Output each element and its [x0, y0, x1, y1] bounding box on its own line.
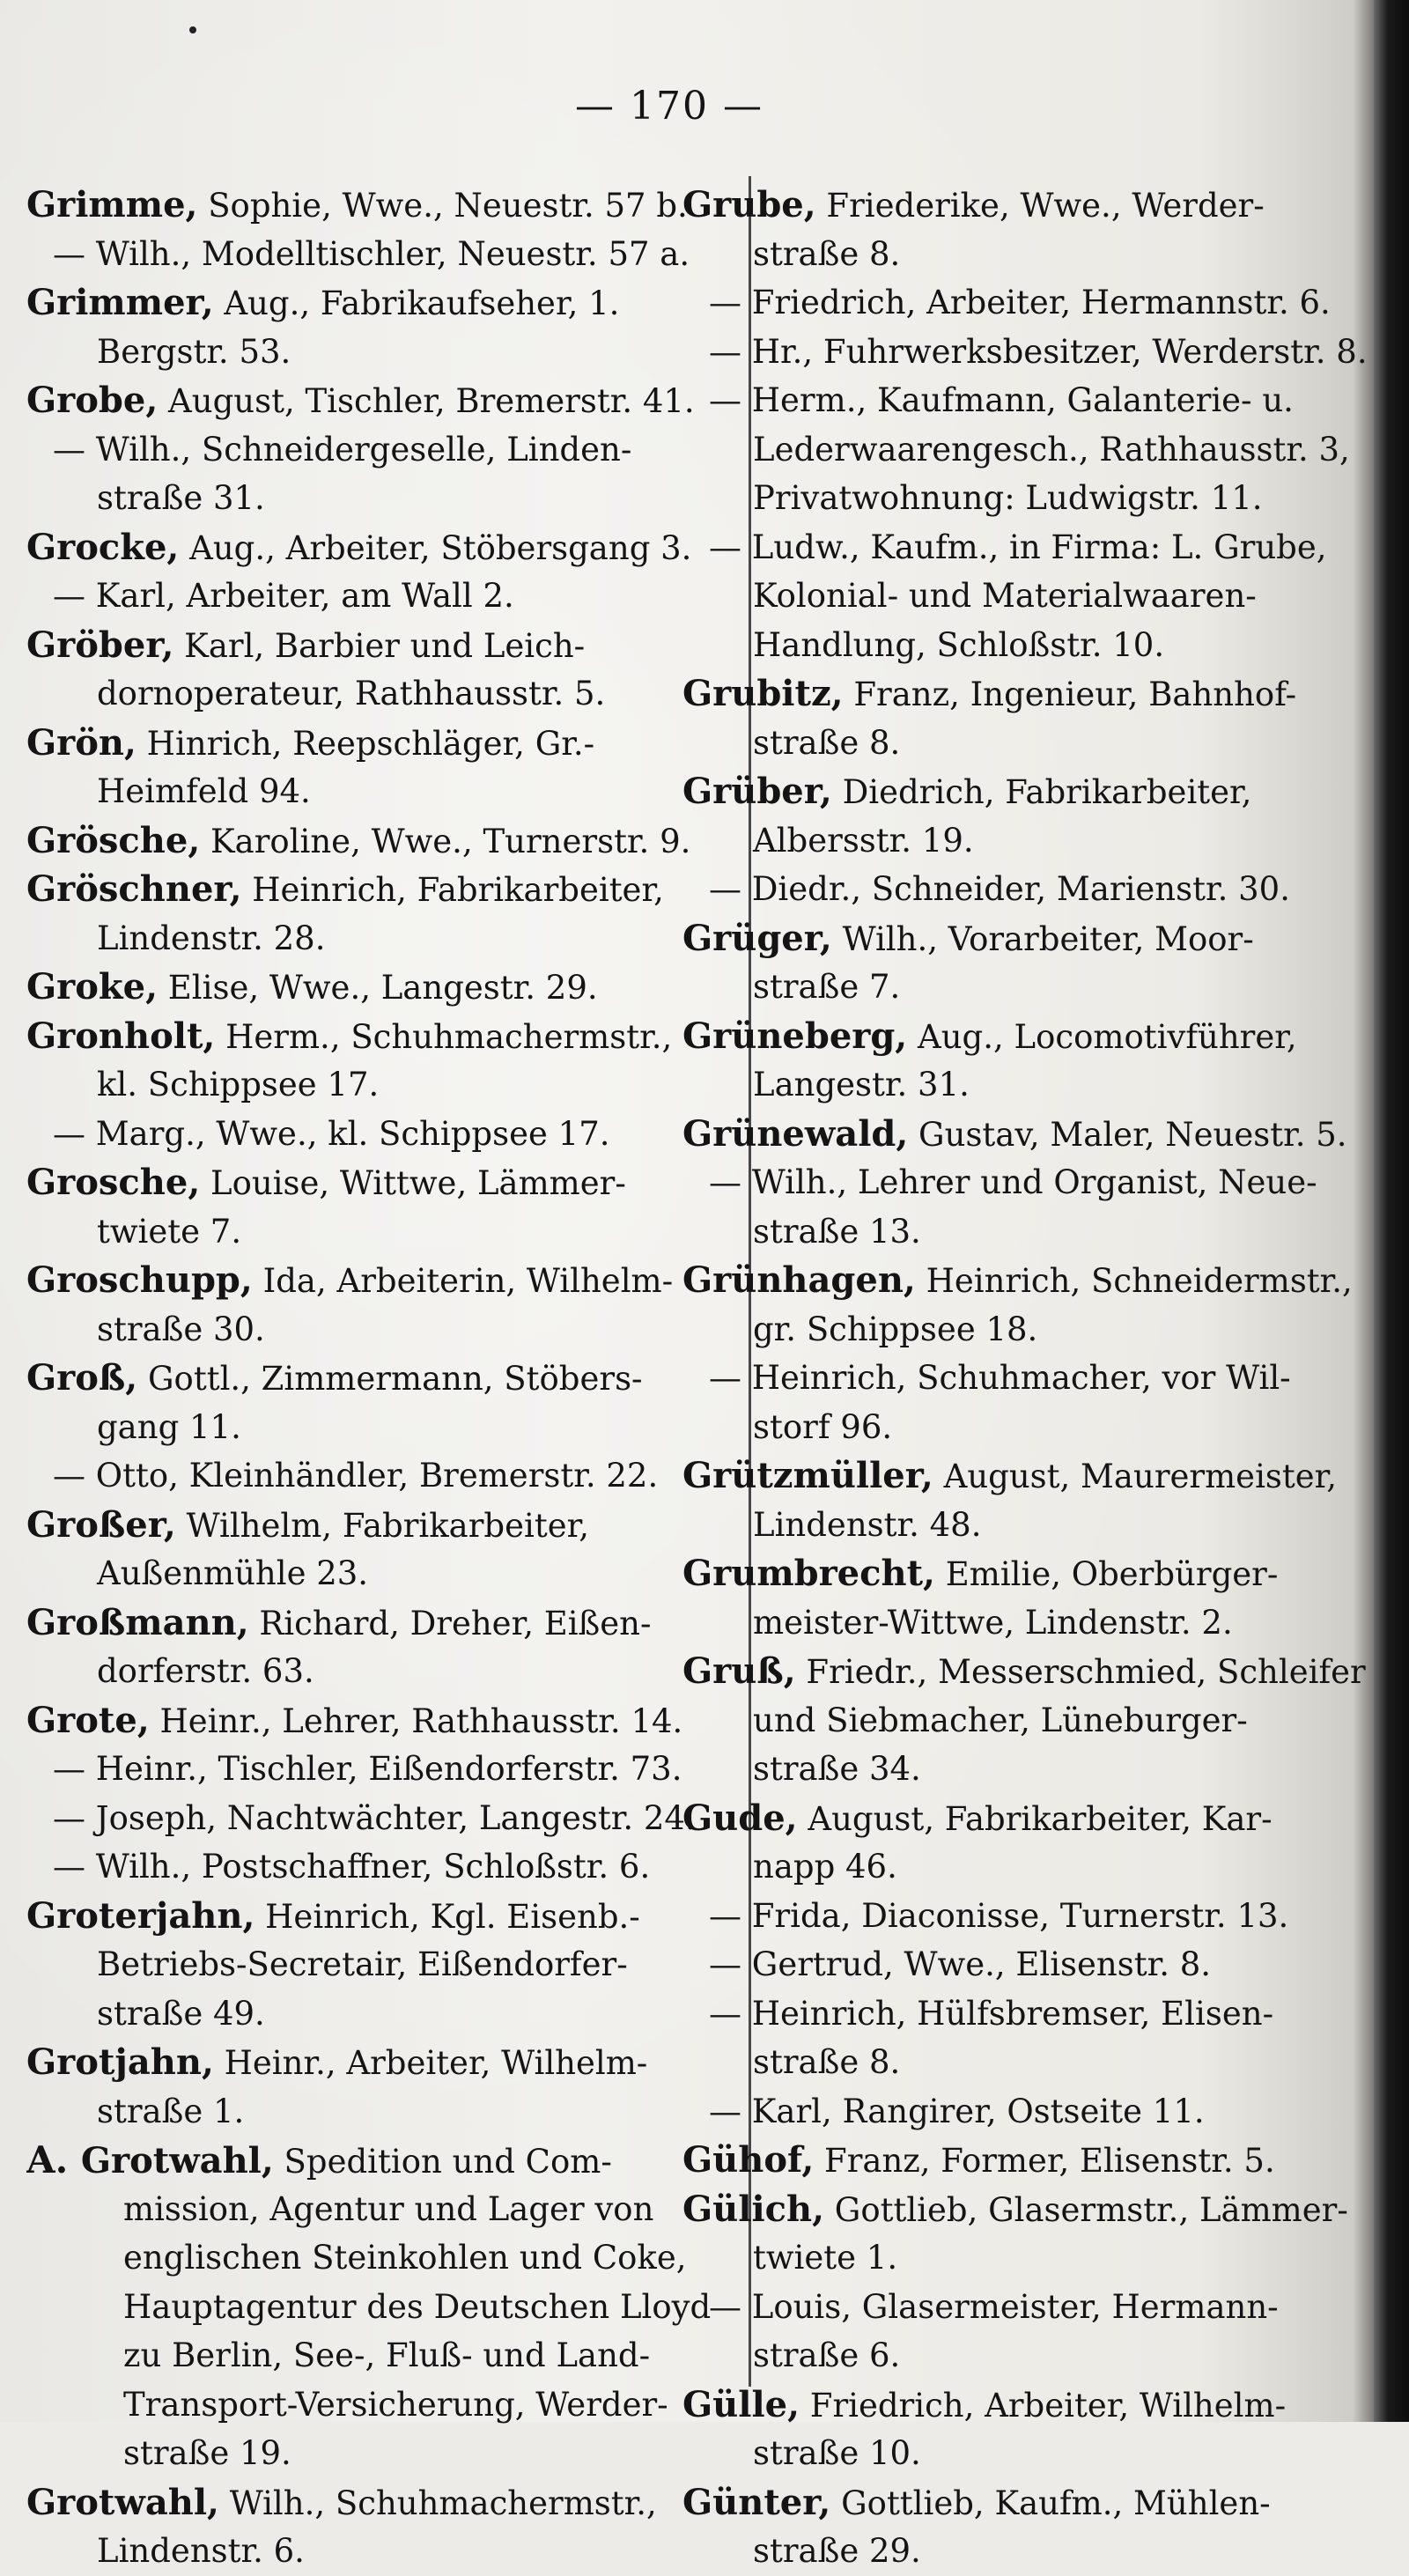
entry-surname: Gröber, [26, 624, 174, 666]
entry-line: — Heinr., Tischler, Eißendorferstr. 73. [53, 1750, 682, 1788]
directory-entry [26, 1354, 722, 1451]
entry-surname: Grocke, [26, 526, 180, 568]
entry-line: Grocke, Aug., Arbeiter, Stöbersgang 3. [26, 526, 692, 568]
directory-entry [26, 376, 722, 425]
entry-surname: Grüger, [682, 917, 832, 959]
entry-line: Grösche, Karoline, Wwe., Turnerstr. 9. [26, 819, 691, 861]
entry-line: Grubitz, Franz, Ingenieur, Bahnhof- [682, 673, 1297, 714]
entry-line: Lindenstr. 48. [753, 1505, 982, 1544]
directory-entry [26, 278, 722, 376]
directory-entry [26, 2136, 722, 2478]
entry-line: gr. Schippsee 18. [753, 1310, 1038, 1348]
entry-surname: Grotjahn, [26, 2041, 214, 2083]
entry-line: Groterjahn, Heinrich, Kgl. Eisenb.- [26, 1894, 640, 1937]
directory-entry [26, 1110, 722, 1159]
entry-line: Gühof, Franz, Former, Elisenstr. 5. [682, 2139, 1275, 2181]
directory-entry [682, 1012, 1369, 1110]
directory-entry [682, 1354, 1369, 1451]
entry-line: — Wilh., Postschaffner, Schloßstr. 6. [53, 1848, 651, 1886]
entry-line: Außenmühle 23. [97, 1554, 369, 1592]
entry-line: straße 7. [753, 968, 901, 1006]
directory-entry [26, 523, 722, 572]
entry-line: Groke, Elise, Wwe., Langestr. 29. [26, 966, 598, 1008]
entry-surname: Großer, [26, 1503, 176, 1546]
directory-entry [26, 1501, 722, 1598]
directory-entry [26, 1256, 722, 1354]
entry-surname: Großmann, [26, 1601, 249, 1643]
entry-line: — Otto, Kleinhändler, Bremerstr. 22. [53, 1457, 659, 1495]
entry-line: Gülle, Friedrich, Arbeiter, Wilhelm- [682, 2383, 1287, 2425]
ink-dot [189, 26, 196, 33]
directory-entry [682, 2087, 1369, 2137]
entry-surname: Gühof, [682, 2139, 815, 2181]
entry-line: Gröschner, Heinrich, Fabrikarbeiter, [26, 868, 664, 910]
directory-entry [26, 230, 722, 279]
entry-line: Heimfeld 94. [97, 772, 311, 810]
directory-entry [682, 2380, 1369, 2478]
right-column [682, 181, 1369, 2576]
entry-line: — Marg., Wwe., kl. Schippsee 17. [53, 1114, 610, 1153]
directory-entry [682, 1940, 1369, 1989]
left-column [26, 181, 722, 2576]
entry-line: dorferstr. 63. [97, 1652, 314, 1690]
entry-line: Grimmer, Aug., Fabrikaufseher, 1. [26, 282, 620, 323]
entry-surname: Grimme, [26, 184, 198, 225]
entry-line: straße 8. [753, 723, 901, 762]
entry-surname: Grüber, [682, 771, 832, 812]
entry-line: — Friedrich, Arbeiter, Hermannstr. 6. [709, 284, 1331, 321]
directory-entry [682, 865, 1369, 914]
entry-line: dornoperateur, Rathhausstr. 5. [97, 675, 606, 712]
directory-entry [26, 621, 722, 719]
directory-entry [682, 767, 1369, 865]
directory-entry [26, 1451, 722, 1501]
entry-marker: A. [26, 2138, 81, 2181]
directory-entry [26, 865, 722, 963]
entry-line: Privatwohnung: Ludwigstr. 11. [753, 479, 1263, 517]
directory-entry [682, 1892, 1369, 1941]
entry-line: Grünewald, Gustav, Maler, Neuestr. 5. [682, 1112, 1347, 1155]
entry-line: — Louis, Glasermeister, Hermann- [709, 2287, 1279, 2326]
entry-line: Grützmüller, August, Maurermeister, [682, 1455, 1338, 1496]
directory-entry [682, 1549, 1369, 1647]
entry-line: Grünhagen, Heinrich, Schneidermstr., [682, 1259, 1353, 1301]
entry-surname: Gülich, [682, 2188, 824, 2230]
entry-line: Grobe, August, Tischler, Bremerstr. 41. [26, 380, 695, 421]
entry-surname: Grünhagen, [682, 1259, 916, 1301]
entry-line: Großer, Wilhelm, Fabrikarbeiter, [26, 1503, 589, 1546]
entry-line: Albersstr. 19. [753, 821, 974, 860]
entry-surname: Gude, [682, 1797, 798, 1839]
entry-surname: Grösche, [26, 819, 201, 861]
directory-entry [26, 1892, 722, 2039]
directory-entry [26, 963, 722, 1012]
entry-line: Gülich, Gottlieb, Glasermstr., Lämmer- [682, 2188, 1348, 2230]
entry-line: kl. Schippsee 17. [97, 1066, 380, 1103]
entry-line: Grumbrecht, Emilie, Oberbürger- [682, 1553, 1279, 1594]
entry-line: Gruß, Friedr., Messerschmied, Schleifer [682, 1650, 1366, 1692]
entry-surname: Groß, [26, 1357, 138, 1399]
entry-line: Gronholt, Herm., Schuhmachermstr., [26, 1015, 673, 1057]
entry-line: — Ludw., Kaufm., in Firma: L. Grube, [709, 528, 1327, 566]
entry-line: englischen Steinkohlen und Coke, [123, 2239, 687, 2277]
entry-line: Lindenstr. 6. [97, 2532, 305, 2570]
directory-entry [682, 181, 1369, 278]
directory-entry [682, 523, 1369, 670]
entry-surname: Groke, [26, 966, 159, 1008]
entry-line: Grüneberg, Aug., Locomotivführer, [682, 1015, 1297, 1057]
directory-entry [682, 2283, 1369, 2380]
entry-line: zu Berlin, See-, Fluß- und Land- [123, 2336, 651, 2374]
entry-line: — Wilh., Modelltischler, Neuestr. 57 a. [53, 234, 690, 273]
entry-line: — Wilh., Lehrer und Organist, Neue- [709, 1163, 1317, 1201]
directory-entry [682, 1647, 1369, 1794]
directory-entry [26, 1794, 722, 1843]
directory-entry [26, 1598, 722, 1696]
directory-entry [26, 816, 722, 866]
entry-line: — Frida, Diaconisse, Turnerstr. 13. [709, 1896, 1289, 1935]
entry-line: straße 34. [753, 1750, 921, 1788]
entry-line: Groschupp, Ida, Arbeiterin, Wilhelm- [26, 1259, 674, 1301]
directory-entry [26, 181, 722, 230]
directory-entry [682, 1989, 1369, 2087]
directory-entry [26, 1158, 722, 1256]
entry-surname: Gröschner, [26, 868, 242, 910]
entry-line: straße 49. [97, 1994, 265, 2033]
entry-line: Grotwahl, Wilh., Schuhmachermstr., [26, 2481, 657, 2523]
entry-line: straße 6. [753, 2336, 901, 2374]
directory-entry [682, 914, 1369, 1012]
entry-line: straße 1. [97, 2092, 245, 2130]
entry-line: Gude, August, Fabrikarbeiter, Kar- [682, 1797, 1273, 1839]
entry-surname: Groterjahn, [26, 1894, 255, 1937]
directory-entry [682, 376, 1369, 523]
entry-line: — Hr., Fuhrwerksbesitzer, Werderstr. 8. [709, 332, 1368, 371]
entry-line: Hauptagentur des Deutschen Lloyd [123, 2287, 712, 2326]
entry-surname: Gronholt, [26, 1015, 216, 1057]
entry-surname: Grünewald, [682, 1112, 909, 1155]
entry-line: Grote, Heinr., Lehrer, Rathhausstr. 14. [26, 1699, 683, 1741]
entry-line: Großmann, Richard, Dreher, Eißen- [26, 1601, 652, 1643]
entry-surname: Grützmüller, [682, 1455, 933, 1496]
directory-entry [682, 328, 1369, 377]
entry-surname: Grotwahl, [80, 2140, 274, 2181]
entry-line: straße 8. [753, 2043, 901, 2081]
directory-entry [682, 2478, 1369, 2576]
directory-entry [682, 1794, 1369, 1892]
entry-line: straße 19. [123, 2434, 291, 2472]
entry-line: straße 10. [753, 2434, 921, 2472]
entry-line: meister-Wittwe, Lindenstr. 2. [753, 1603, 1233, 1642]
directory-entry [682, 669, 1369, 767]
entry-line: — Joseph, Nachtwächter, Langestr. 24. [53, 1798, 696, 1837]
entry-surname: Gruß, [682, 1650, 796, 1692]
entry-line: — Diedr., Schneider, Marienstr. 30. [709, 870, 1290, 908]
entry-line: Grön, Hinrich, Reepschläger, Gr.- [26, 721, 595, 764]
entry-line: napp 46. [753, 1848, 897, 1886]
entry-surname: Grön, [26, 721, 136, 764]
entry-line: Lederwaarengesch., Rathhausstr. 3, [753, 430, 1350, 469]
entry-line: straße 13. [753, 1212, 921, 1251]
entry-line: straße 31. [97, 479, 265, 517]
entry-line: Grimme, Sophie, Wwe., Neuestr. 57 b. [26, 184, 688, 225]
entry-line: — Karl, Arbeiter, am Wall 2. [53, 577, 514, 615]
entry-line: — Wilh., Schneidergeselle, Linden- [53, 430, 632, 469]
entry-line: Grotjahn, Heinr., Arbeiter, Wilhelm- [26, 2041, 648, 2083]
directory-entry [682, 1110, 1369, 1159]
entry-line: twiete 1. [753, 2239, 898, 2277]
directory-entry [26, 2038, 722, 2136]
entry-line: und Siebmacher, Lüneburger- [753, 1701, 1248, 1739]
entry-line: Betriebs-Secretair, Eißendorfer- [97, 1945, 628, 1983]
directory-entry [26, 1745, 722, 1794]
book-spine [1374, 0, 1409, 2422]
entry-line: Langestr. 31. [753, 1066, 970, 1103]
directory-entry [26, 1696, 722, 1746]
directory-entry [26, 1842, 722, 1892]
entry-line: Handlung, Schloßstr. 10. [753, 625, 1165, 664]
entry-line: — Karl, Rangirer, Ostseite 11. [709, 2092, 1205, 2130]
entry-line: Lindenstr. 28. [97, 919, 326, 957]
directory-entry [26, 719, 722, 816]
entry-line: straße 29. [753, 2532, 921, 2570]
entry-line: Groß, Gottl., Zimmermann, Stöbers- [26, 1357, 643, 1399]
entry-surname: Grumbrecht, [682, 1553, 935, 1594]
entry-line: Kolonial- und Materialwaaren- [753, 577, 1257, 615]
directory-entry [682, 1451, 1369, 1549]
entry-surname: Günter, [682, 2481, 831, 2523]
entry-line: — Gertrud, Wwe., Elisenstr. 8. [709, 1945, 1212, 1983]
entry-line: gang 11. [97, 1407, 241, 1446]
entry-line: — Heinrich, Hülfsbremser, Elisen- [709, 1994, 1274, 2033]
entry-surname: Groschupp, [26, 1259, 253, 1301]
directory-entry [26, 572, 722, 621]
entry-line: — Heinrich, Schuhmacher, vor Wil- [709, 1359, 1291, 1397]
directory-entry [682, 2185, 1369, 2283]
directory-entry [682, 278, 1369, 328]
entry-line: Günter, Gottlieb, Kaufm., Mühlen- [682, 2481, 1271, 2523]
entry-surname: Grotwahl, [26, 2481, 219, 2523]
entry-line: Grube, Friederike, Wwe., Werder- [682, 184, 1265, 225]
entry-line: Transport-Versicherung, Werder- [123, 2385, 668, 2424]
directory-entry [26, 425, 722, 523]
page-number: — 170 — [575, 84, 764, 129]
entry-line: straße 8. [753, 234, 901, 273]
directory-entry [682, 1158, 1369, 1256]
directory-entry [26, 1012, 722, 1110]
entry-surname: Grobe, [26, 380, 159, 421]
entry-surname: Grimmer, [26, 282, 214, 323]
entry-surname: Gülle, [682, 2383, 800, 2425]
directory-entry [682, 2136, 1369, 2185]
entry-line: Gröber, Karl, Barbier und Leich- [26, 624, 586, 666]
entry-line: storf 96. [753, 1407, 893, 1446]
entry-surname: Grosche, [26, 1162, 201, 1203]
entry-surname: Grube, [682, 184, 816, 225]
entry-line: Bergstr. 53. [97, 332, 291, 371]
entry-surname: Grote, [26, 1699, 150, 1741]
entry-line: mission, Agentur und Lager von [123, 2189, 654, 2228]
directory-entry [26, 2478, 722, 2576]
entry-surname: Grüneberg, [682, 1015, 908, 1057]
entry-line: Grüber, Diedrich, Fabrikarbeiter, [682, 771, 1252, 812]
entry-line: Grosche, Louise, Wittwe, Lämmer- [26, 1162, 626, 1203]
entry-surname: Grubitz, [682, 673, 844, 714]
entry-line: Grüger, Wilh., Vorarbeiter, Moor- [682, 917, 1254, 959]
entry-line: straße 30. [97, 1310, 265, 1348]
entry-line: — Herm., Kaufmann, Galanterie- u. [709, 381, 1294, 419]
entry-line: A. Grotwahl, Spedition und Com- [26, 2138, 612, 2181]
entry-line: twiete 7. [97, 1212, 242, 1251]
directory-entry [682, 1256, 1369, 1354]
